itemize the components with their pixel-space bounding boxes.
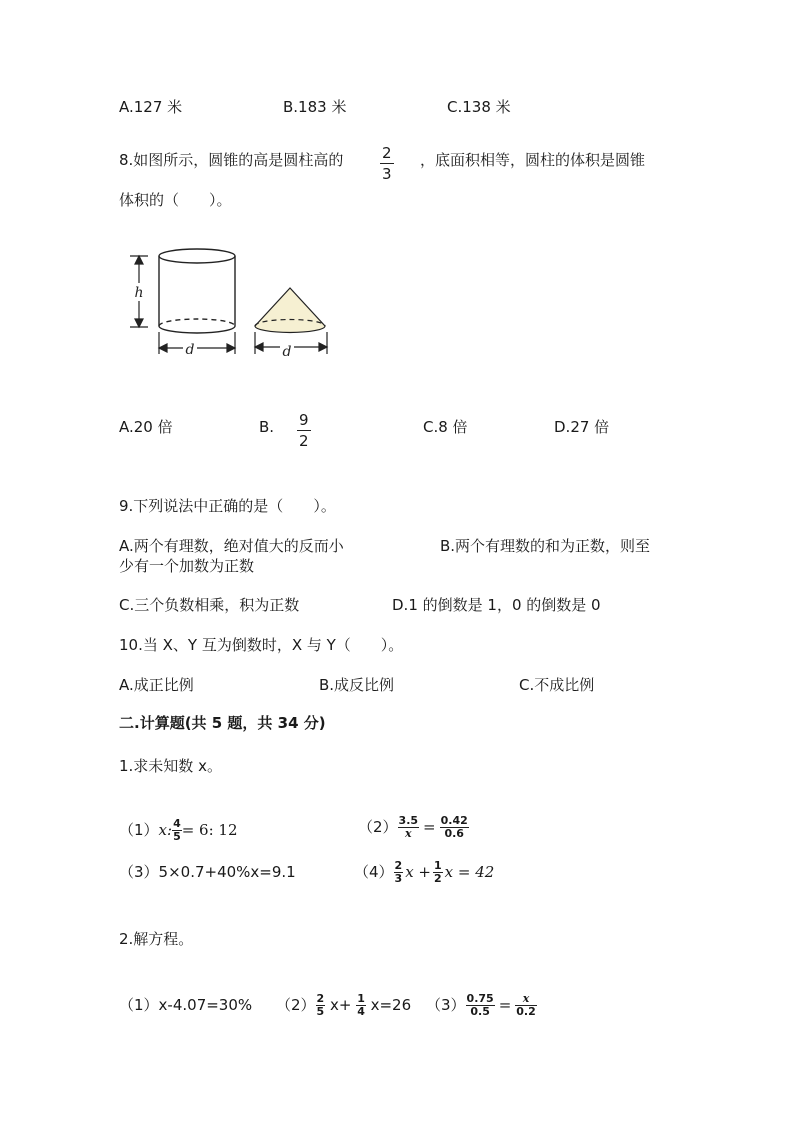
calc2-problem-3 (426, 993, 537, 1018)
q9-stem: 9.下列说法中正确的是（ ）。 (119, 497, 336, 515)
calc1-p1-fraction (172, 818, 182, 843)
calc2-p2-f1-den: 5 (316, 1005, 325, 1018)
calc2-p3-left-den: 0.5 (470, 1005, 490, 1018)
calc2-stem: 2.解方程。 (119, 930, 194, 948)
calc1-p4-f1-num: 2 (394, 859, 403, 872)
calc1-p2-left-fraction (398, 815, 420, 840)
calc2-p3-right-fraction (515, 993, 537, 1018)
calc2-p2-f2-den: 4 (357, 1005, 365, 1018)
q9-option-b-line2: 少有一个加数为正数 (119, 557, 255, 575)
q8-stem-line2: 体积的（ ）。 (119, 191, 232, 209)
calc2-p3-right-den: 0.2 (516, 1005, 536, 1018)
calc1-p4-post: x = 42 (444, 863, 495, 881)
calc1-stem: 1.求未知数 x。 (119, 757, 222, 775)
calc2-p1-label: （1） (119, 996, 159, 1014)
calc2-p2-fraction-1 (316, 993, 326, 1018)
calc1-p1-pre: x: (158, 821, 173, 839)
q8-fraction-numerator: 2 (382, 144, 392, 162)
calc2-p2-post: x=26 (365, 996, 412, 1014)
calc1-p3-text: 5×0.7+40%x=9.1 (158, 863, 296, 881)
q10-stem: 10.当 X、Y 互为倒数时，X 与 Y（ ）。 (119, 636, 404, 654)
q7-option-b: B.183 米 (283, 98, 347, 116)
q9-option-b-line1: B.两个有理数的和为正数，则至 (440, 537, 651, 555)
q8-option-b-numerator: 9 (299, 411, 309, 429)
calc2-p2-label: （2） (276, 996, 316, 1014)
calc1-p4-fraction-1 (394, 860, 404, 885)
calc2-p2-fraction-2 (356, 993, 366, 1018)
q8-option-a: A.20 倍 (119, 418, 173, 436)
q8-fraction-denominator: 3 (382, 165, 392, 183)
calc1-p4-fraction-2 (433, 860, 443, 885)
q9-option-a: A.两个有理数，绝对值大的反而小 (119, 537, 344, 555)
q8-option-c: C.8 倍 (423, 418, 468, 436)
q7-option-c: C.138 米 (447, 98, 511, 116)
calc1-p1-label: （1） (119, 821, 159, 839)
calc1-p1-fraction-den: 5 (173, 830, 181, 843)
calc1-p4-f2-den: 2 (434, 872, 442, 885)
calc1-p2-right-fraction (440, 815, 469, 840)
calc1-p1-post: = 6: 12 (181, 821, 238, 839)
calc2-problem-2 (276, 993, 411, 1018)
q8-option-d: D.27 倍 (554, 418, 610, 436)
cylinder-diameter-label: d (185, 342, 195, 358)
calc1-p4-label: （4） (354, 863, 394, 881)
q8-option-b-fraction (297, 410, 311, 451)
cone-shape (255, 288, 325, 333)
q7-option-a: A.127 米 (119, 98, 183, 116)
calc2-p3-label: （3） (426, 996, 466, 1014)
calc1-p1-fraction-num: 4 (173, 817, 181, 830)
q10-option-b: B.成反比例 (319, 676, 395, 694)
q9-option-d: D.1 的倒数是 1，0 的倒数是 0 (392, 596, 601, 614)
height-label: h (134, 285, 144, 301)
q8-stem-part2: ，底面积相等，圆柱的体积是圆锥 (420, 151, 646, 169)
calc1-p4-f1-den: 3 (394, 872, 403, 885)
section-2-title: 二.计算题(共 5 题，共 34 分) (119, 714, 326, 732)
calc1-problem-1 (119, 818, 238, 843)
calc1-p2-equals: = (423, 818, 436, 836)
calc1-p2-left-den: x (405, 827, 412, 840)
calc1-p2-label: （2） (358, 818, 398, 836)
calc2-p2-f1-num: 2 (316, 992, 325, 1005)
calc2-p3-right-num: x (515, 993, 537, 1006)
calc2-p2-mid: x+ (325, 996, 357, 1014)
calc1-p2-left-num: 3.5 (398, 814, 419, 827)
calc1-problem-2 (358, 815, 469, 840)
q8-fraction (380, 143, 394, 184)
calc2-p3-left-fraction (466, 993, 495, 1018)
q8-stem-part1: 8.如图所示，圆锥的高是圆柱高的 (119, 151, 344, 169)
calc1-problem-4 (354, 860, 494, 885)
calc2-p1-text: x-4.07=30% (158, 996, 253, 1014)
calc1-p4-f2-num: 1 (434, 859, 442, 872)
calc1-p2-right-den: 0.6 (444, 827, 464, 840)
calc2-p3-left-num: 0.75 (466, 992, 494, 1005)
cone-diameter-label: d (282, 344, 292, 360)
cylinder-shape (159, 249, 235, 333)
q9-option-c: C.三个负数相乘，积为正数 (119, 596, 300, 614)
calc2-p2-f2-num: 1 (357, 992, 365, 1005)
calc1-problem-3 (119, 862, 296, 882)
q8-figure-cylinder-cone (120, 240, 340, 365)
q8-option-b-prefix: B. (259, 418, 275, 436)
q10-option-c: C.不成比例 (519, 676, 595, 694)
calc2-problem-1 (119, 995, 252, 1015)
q10-option-a: A.成正比例 (119, 676, 194, 694)
calc1-p3-label: （3） (119, 863, 159, 881)
calc1-p2-right-num: 0.42 (440, 814, 468, 827)
calc1-p4-mid: x + (405, 863, 431, 881)
calc2-p3-equals: = (498, 996, 512, 1014)
q8-option-b-denominator: 2 (299, 432, 309, 450)
